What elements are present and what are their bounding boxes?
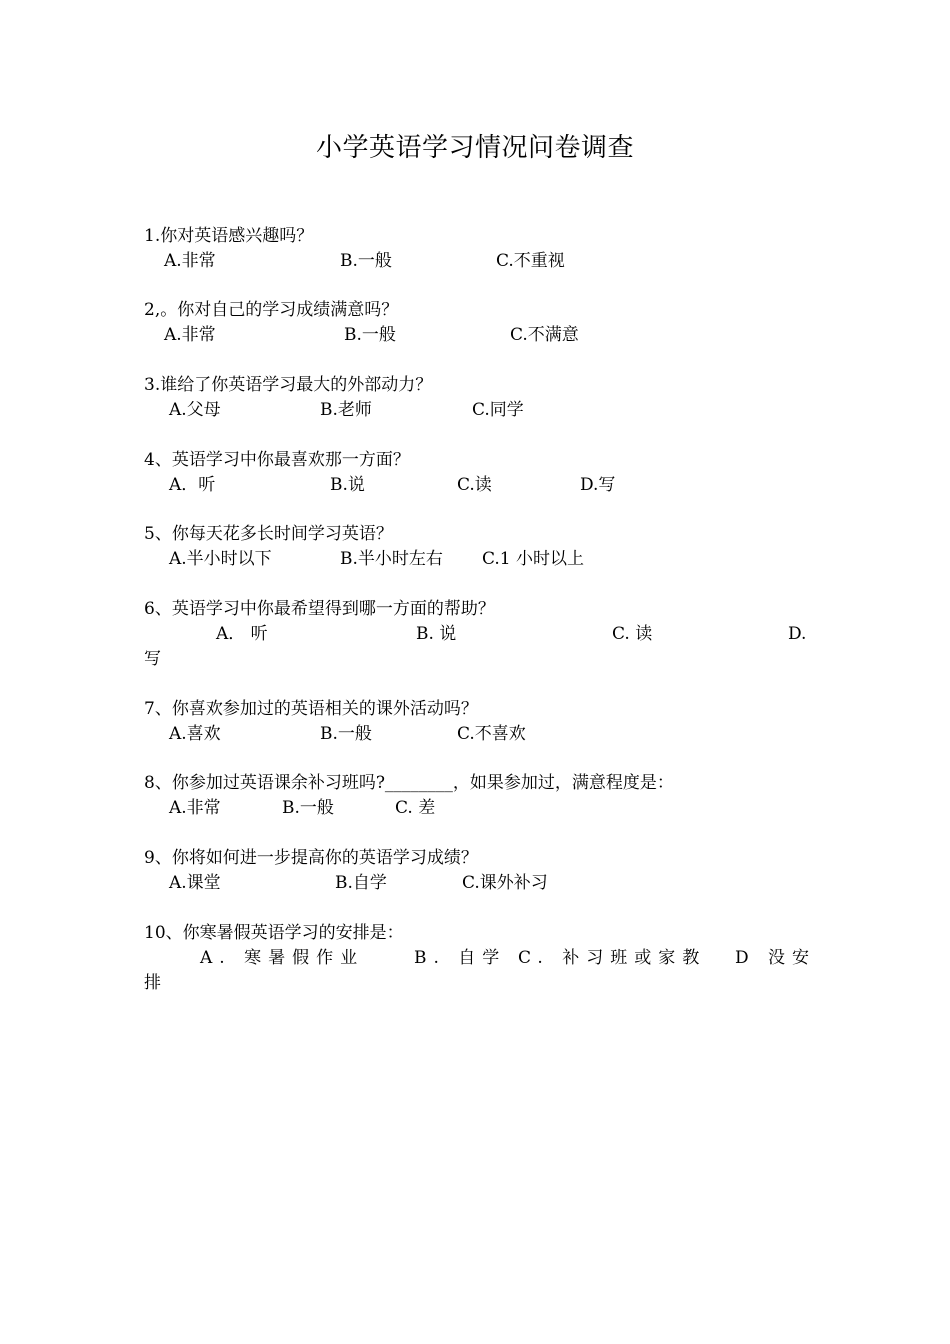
option-c: C.不满意 bbox=[510, 325, 579, 345]
option-b: B.一般 bbox=[344, 325, 396, 345]
option-d: D 没安 bbox=[735, 948, 817, 968]
question-text: 3.谁给了你英语学习最大的外部动力？ bbox=[144, 375, 433, 395]
question-text: 7、你喜欢参加过的英语相关的课外活动吗？ bbox=[144, 699, 478, 719]
option-a: A.非常 bbox=[164, 251, 216, 271]
option-a: A.父母 bbox=[169, 400, 221, 420]
option-c: C. 差 bbox=[395, 798, 436, 818]
option-d-wrap: 排 bbox=[144, 973, 161, 993]
option-d-wrap: 写 bbox=[144, 649, 161, 669]
question-text: 1.你对英语感兴趣吗？ bbox=[144, 226, 314, 246]
question-text: 9、你将如何进一步提高你的英语学习成绩？ bbox=[144, 848, 478, 868]
option-b: B.一般 bbox=[320, 724, 372, 744]
option-a: A. 寒暑假作业 bbox=[200, 948, 365, 968]
option-a: A.半小时以下 bbox=[169, 549, 272, 569]
option-c: C.不喜欢 bbox=[457, 724, 526, 744]
option-a: A．听 bbox=[169, 475, 216, 495]
page-title: 小学英语学习情况问卷调查 bbox=[315, 133, 634, 163]
option-c: C.同学 bbox=[472, 400, 524, 420]
option-b: B.老师 bbox=[320, 400, 372, 420]
option-c: C.读 bbox=[457, 475, 492, 495]
option-c: C.不重视 bbox=[496, 251, 565, 271]
option-b: B.一般 bbox=[282, 798, 334, 818]
question-text: 2,。你对自己的学习成绩满意吗？ bbox=[144, 300, 399, 320]
option-b: B.半小时左右 bbox=[340, 549, 443, 569]
option-c: C.课外补习 bbox=[462, 873, 548, 893]
option-c: C.1 小时以上 bbox=[482, 549, 585, 569]
question-text: 10、你寒暑假英语学习的安排是： bbox=[144, 923, 404, 943]
question-text: 5、你每天花多长时间学习英语？ bbox=[144, 524, 393, 544]
option-d: D. bbox=[788, 624, 807, 644]
option-a: A． 听 bbox=[216, 624, 268, 644]
option-a: A.课堂 bbox=[169, 873, 221, 893]
option-a: A.喜欢 bbox=[169, 724, 221, 744]
option-b: B.说 bbox=[330, 475, 365, 495]
question-text: 4、英语学习中你最喜欢那一方面？ bbox=[144, 450, 410, 470]
option-d: D.写 bbox=[580, 475, 616, 495]
option-b: B.自学 bbox=[335, 873, 387, 893]
option-c: C. 读 bbox=[612, 624, 653, 644]
option-b: B. 自学 bbox=[414, 948, 507, 968]
option-a: A.非常 bbox=[164, 325, 216, 345]
option-b: B.一般 bbox=[340, 251, 392, 271]
option-c: C. 补习班或家教 bbox=[518, 948, 707, 968]
question-text: 8、你参加过英语课余补习班吗?________，如果参加过，满意程度是： bbox=[144, 773, 674, 793]
question-text: 6、英语学习中你最希望得到哪一方面的帮助？ bbox=[144, 599, 495, 619]
option-a: A.非常 bbox=[169, 798, 221, 818]
option-b: B. 说 bbox=[416, 624, 457, 644]
